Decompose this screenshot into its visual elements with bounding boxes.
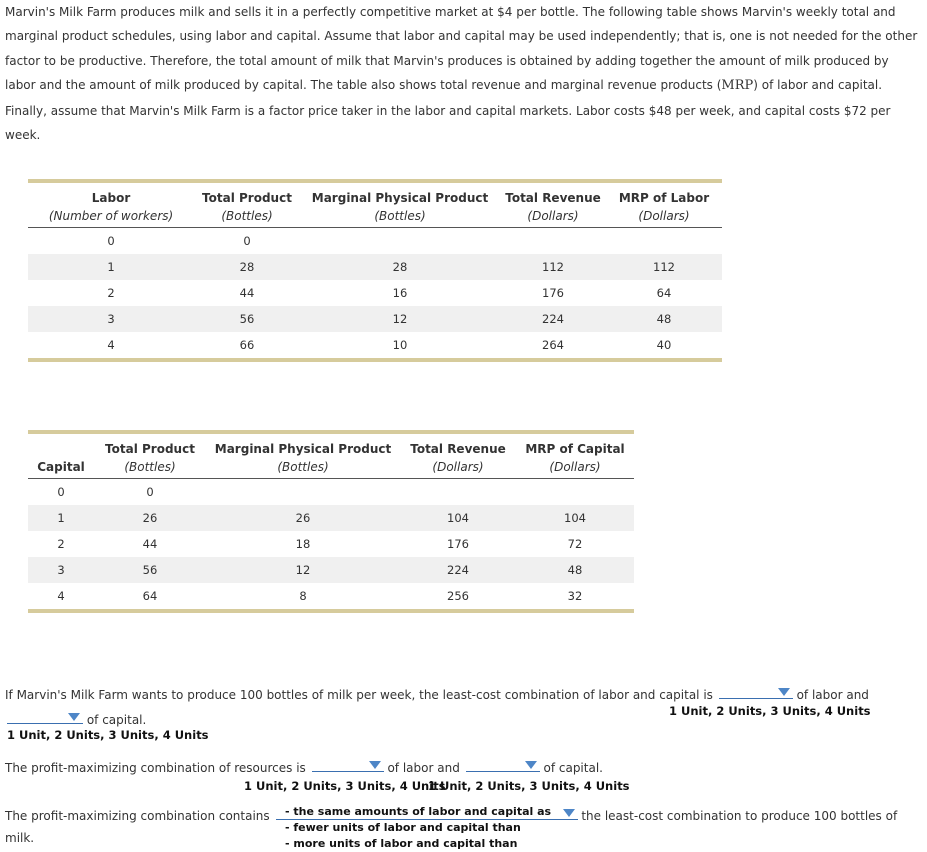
question-text: If Marvin's Milk Farm wants to produce 100 bottles of milk per week, the least-cost combination of labor and capital is <box>5 688 713 702</box>
cell: 56 <box>194 306 300 332</box>
dropdown-options-capital: 1 Unit, 2 Units, 3 Units, 4 Units <box>7 728 209 742</box>
header-total-product-unit: (Bottles) <box>94 456 206 479</box>
cell: 44 <box>239 286 255 300</box>
cell: 264 <box>542 338 564 352</box>
cell: 10 <box>392 338 408 352</box>
cell: 176 <box>542 286 564 300</box>
cell: 40 <box>656 338 672 352</box>
table-row <box>28 306 722 332</box>
table-row <box>28 332 722 358</box>
header-total-product: Total Product <box>202 191 292 205</box>
cell: 1 <box>28 505 94 531</box>
cell: 8 <box>299 589 307 603</box>
cell: 66 <box>239 338 255 352</box>
cell: 64 <box>656 286 672 300</box>
cell: 2 <box>57 537 65 551</box>
cell <box>300 228 500 255</box>
question-least-cost-cont <box>7 710 146 728</box>
header-labor-unit: (Number of workers) <box>28 205 194 228</box>
cell: 72 <box>567 537 583 551</box>
cell: 44 <box>142 537 158 551</box>
capital-units-dropdown[interactable] <box>466 758 540 772</box>
header-mpp-unit: (Bottles) <box>206 456 400 479</box>
chevron-down-icon <box>68 713 80 721</box>
header-mpp-unit: (Bottles) <box>300 205 500 228</box>
table-row <box>28 228 722 255</box>
cell: 28 <box>300 254 500 280</box>
cell: 0 <box>146 485 154 499</box>
cell: 112 <box>500 254 606 280</box>
table-row <box>28 280 722 306</box>
cell: 4 <box>57 589 65 603</box>
intro-paragraph: Marvin's Milk Farm produces milk and sells it in a perfectly competitive market at $4 per bottle. The following table shows Marvin's weekly total and marginal product schedules, using labor and capital. Assume that labor and capital may be used independently; that is, one is not needed for the other factor to be productive. Therefore, the total amount of milk that Marvin's produces is obtained by adding together the amount of milk produced by labor and the amount of milk produced by capital. The table also shows total revenue and marginal revenue products (MRP) of labor and capital. Finally, assume that Marvin's Milk Farm is a factor price taker in the labor and capital markets. Labor costs $48 per week, and capital costs $72 per week. <box>5 5 918 143</box>
table-row <box>28 505 634 531</box>
capital-units-dropdown[interactable] <box>7 710 83 724</box>
cell: 12 <box>300 306 500 332</box>
table-row <box>28 254 722 280</box>
mrp-abbrev: MRP <box>721 78 754 94</box>
cell: 18 <box>295 537 311 551</box>
header-mpp: Marginal Physical Product <box>214 442 392 456</box>
cell: 26 <box>94 505 206 531</box>
header-mrp-capital: MRP of Capital <box>525 442 625 456</box>
chevron-down-icon <box>369 761 381 769</box>
question-text: the least-cost combination to produce 100 bottles of <box>581 809 898 823</box>
cell: 3 <box>28 306 194 332</box>
cell: 224 <box>400 557 516 583</box>
question-text: The profit-maximizing combination contains <box>5 809 270 823</box>
dropdown-options-comparison <box>285 804 551 852</box>
cell: 0 <box>107 234 115 248</box>
cell: 1 <box>28 254 194 280</box>
cell: 64 <box>142 589 158 603</box>
cell: 256 <box>447 589 469 603</box>
capital-table <box>28 430 634 613</box>
labor-units-dropdown[interactable] <box>719 685 793 699</box>
header-mrp-labor: MRP of Labor <box>618 191 710 205</box>
cell: 176 <box>447 537 469 551</box>
table-row <box>28 531 634 557</box>
cell: 112 <box>606 254 722 280</box>
header-total-revenue: Total Revenue <box>505 191 601 205</box>
cell <box>400 479 516 506</box>
header-total-revenue-unit: (Dollars) <box>500 205 606 228</box>
header-total-revenue-unit: (Dollars) <box>400 456 516 479</box>
dropdown-option[interactable]: - more units of labor and capital than <box>285 837 518 850</box>
cell: 3 <box>28 557 94 583</box>
cell <box>500 228 606 255</box>
header-blank <box>28 434 94 456</box>
labor-table <box>28 179 722 362</box>
header-mpp: Marginal Physical Product <box>311 191 489 205</box>
header-labor: Labor <box>91 191 131 205</box>
cell: 0 <box>243 234 251 248</box>
question-profit-max <box>5 758 603 776</box>
cell: 48 <box>606 306 722 332</box>
dropdown-options-capital: 1 Unit, 2 Units, 3 Units, 4 Units <box>428 779 630 793</box>
cell: 28 <box>194 254 300 280</box>
question-text: of capital. <box>86 713 147 727</box>
cell: 56 <box>94 557 206 583</box>
labor-units-dropdown[interactable] <box>312 758 384 772</box>
cell: 0 <box>57 485 65 499</box>
question-text: of capital. <box>543 761 603 775</box>
question-comparison-cont: milk. <box>5 831 35 845</box>
question-text: of labor and <box>387 761 460 775</box>
chevron-down-icon <box>525 761 537 769</box>
cell: 4 <box>107 338 115 352</box>
cell <box>206 479 400 506</box>
table-row <box>28 479 634 506</box>
dropdown-options-labor: 1 Unit, 2 Units, 3 Units, 4 Units <box>244 779 446 793</box>
cell: 32 <box>567 589 583 603</box>
cell: 12 <box>206 557 400 583</box>
cell: 104 <box>516 505 634 531</box>
cell: 48 <box>516 557 634 583</box>
header-capital: Capital <box>28 456 94 479</box>
table-row <box>28 557 634 583</box>
header-total-revenue: Total Revenue <box>410 442 506 456</box>
cell: 104 <box>400 505 516 531</box>
cell: 16 <box>392 286 408 300</box>
dropdown-options-labor: 1 Unit, 2 Units, 3 Units, 4 Units <box>669 704 871 718</box>
header-total-product-unit: (Bottles) <box>194 205 300 228</box>
header-mrp-labor-unit: (Dollars) <box>606 205 722 228</box>
cell: 26 <box>206 505 400 531</box>
table-row <box>28 583 634 609</box>
cell: 224 <box>500 306 606 332</box>
chevron-down-icon <box>778 688 790 696</box>
question-text: The profit-maximizing combination of resources is <box>5 761 306 775</box>
cell <box>516 479 634 506</box>
dropdown-option[interactable]: - the same amounts of labor and capital as <box>285 805 552 818</box>
question-least-cost <box>5 685 869 703</box>
dropdown-option[interactable]: - fewer units of labor and capital than <box>285 821 521 834</box>
chevron-down-icon <box>563 809 575 817</box>
cell <box>606 228 722 255</box>
cell: 2 <box>107 286 115 300</box>
header-total-product: Total Product <box>105 442 195 456</box>
question-text: of labor and <box>796 688 869 702</box>
header-mrp-capital-unit: (Dollars) <box>516 456 634 479</box>
